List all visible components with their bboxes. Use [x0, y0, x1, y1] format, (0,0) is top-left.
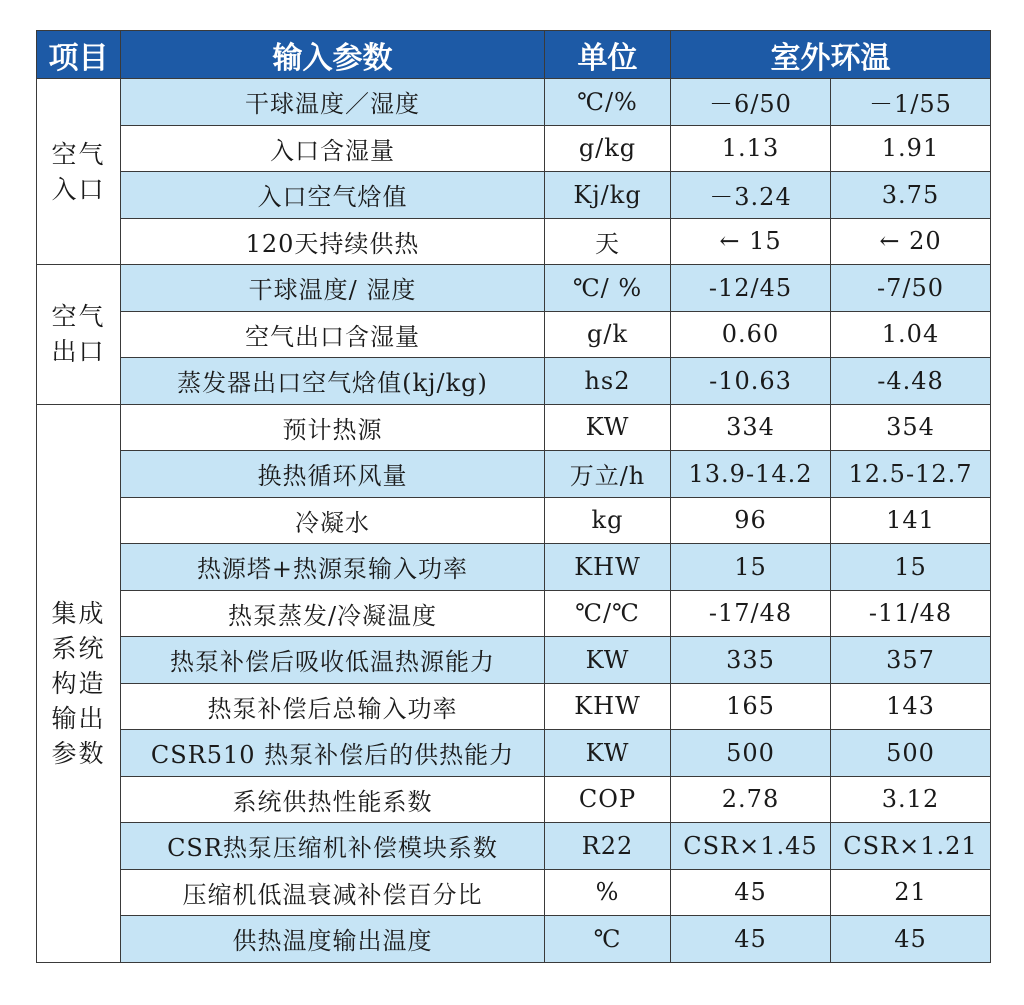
table-row: [37, 497, 991, 544]
value-cell-2: 354: [831, 404, 991, 451]
unit-cell: ℃/ %: [545, 265, 671, 312]
group-label: 空气 出口: [37, 265, 121, 405]
unit-cell: 万立/h: [545, 451, 671, 498]
table-header: [37, 31, 991, 79]
table-row: [37, 79, 991, 126]
value-cell-1: 2.78: [671, 776, 831, 823]
table-row: [37, 125, 991, 172]
param-cell: 压缩机低温衰减补偿百分比: [121, 869, 545, 916]
value-cell-1: 13.9-14.2: [671, 451, 831, 498]
value-cell-1: 335: [671, 637, 831, 684]
param-cell: 热泵蒸发/冷凝温度: [121, 590, 545, 637]
value-cell-1: 0.60: [671, 311, 831, 358]
param-cell: 供热温度输出温度: [121, 916, 545, 963]
unit-cell: COP: [545, 776, 671, 823]
value-cell-2: －1/55: [831, 79, 991, 126]
param-cell: 热泵补偿后总输入功率: [121, 683, 545, 730]
unit-cell: ℃/℃: [545, 590, 671, 637]
value-cell-1: －3.24: [671, 172, 831, 219]
value-cell-2: -7/50: [831, 265, 991, 312]
unit-cell: %: [545, 869, 671, 916]
value-cell-2: 143: [831, 683, 991, 730]
value-cell-2: 141: [831, 497, 991, 544]
header-item: 项目: [37, 31, 121, 79]
unit-cell: ℃: [545, 916, 671, 963]
param-cell: 入口空气焓值: [121, 172, 545, 219]
table-row: [37, 776, 991, 823]
unit-cell: g/k: [545, 311, 671, 358]
param-cell: 蒸发器出口空气焓值(kj/kg): [121, 358, 545, 405]
value-cell-1: 45: [671, 916, 831, 963]
value-cell-1: ← 15: [671, 218, 831, 265]
unit-cell: Kj/kg: [545, 172, 671, 219]
table-row: [37, 869, 991, 916]
param-cell: 冷凝水: [121, 497, 545, 544]
param-cell: 空气出口含湿量: [121, 311, 545, 358]
param-cell: 120天持续供热: [121, 218, 545, 265]
value-cell-2: ← 20: [831, 218, 991, 265]
value-cell-1: 500: [671, 730, 831, 777]
unit-cell: KHW: [545, 544, 671, 591]
table-row: [37, 358, 991, 405]
value-cell-2: 500: [831, 730, 991, 777]
table-row: [37, 451, 991, 498]
table-row: [37, 637, 991, 684]
table-row: [37, 730, 991, 777]
value-cell-1: 96: [671, 497, 831, 544]
table-row: [37, 265, 991, 312]
param-cell: 干球温度／湿度: [121, 79, 545, 126]
value-cell-1: CSR×1.45: [671, 823, 831, 870]
value-cell-1: 15: [671, 544, 831, 591]
table-row: [37, 590, 991, 637]
table-row: [37, 916, 991, 963]
param-cell: 干球温度/ 湿度: [121, 265, 545, 312]
param-cell: 换热循环风量: [121, 451, 545, 498]
table-body: [37, 79, 991, 963]
param-cell: CSR510 热泵补偿后的供热能力: [121, 730, 545, 777]
unit-cell: hs2: [545, 358, 671, 405]
value-cell-2: 1.91: [831, 125, 991, 172]
unit-cell: ℃/%: [545, 79, 671, 126]
param-cell: 入口含湿量: [121, 125, 545, 172]
value-cell-1: 1.13: [671, 125, 831, 172]
param-cell: 系统供热性能系数: [121, 776, 545, 823]
header-param: 输入参数: [121, 31, 545, 79]
value-cell-1: -17/48: [671, 590, 831, 637]
unit-cell: KW: [545, 730, 671, 777]
group-label: 集成 系统 构造 输出 参数: [37, 404, 121, 962]
table-row: [37, 172, 991, 219]
table-row: [37, 823, 991, 870]
header-outdoor-temp: 室外环温: [671, 31, 991, 79]
value-cell-1: 334: [671, 404, 831, 451]
unit-cell: KW: [545, 404, 671, 451]
table-row: [37, 311, 991, 358]
value-cell-1: 45: [671, 869, 831, 916]
header-unit: 单位: [545, 31, 671, 79]
unit-cell: KHW: [545, 683, 671, 730]
param-cell: CSR热泵压缩机补偿模块系数: [121, 823, 545, 870]
value-cell-2: CSR×1.21: [831, 823, 991, 870]
value-cell-1: -10.63: [671, 358, 831, 405]
table-row: [37, 544, 991, 591]
spec-table: [36, 30, 991, 963]
value-cell-2: 3.75: [831, 172, 991, 219]
unit-cell: kg: [545, 497, 671, 544]
value-cell-2: -11/48: [831, 590, 991, 637]
value-cell-2: 21: [831, 869, 991, 916]
value-cell-2: 12.5-12.7: [831, 451, 991, 498]
table-row: [37, 683, 991, 730]
group-label: 空气 入口: [37, 79, 121, 265]
param-cell: 热源塔+热源泵输入功率: [121, 544, 545, 591]
value-cell-2: 357: [831, 637, 991, 684]
unit-cell: KW: [545, 637, 671, 684]
value-cell-2: 15: [831, 544, 991, 591]
value-cell-1: －6/50: [671, 79, 831, 126]
param-cell: 预计热源: [121, 404, 545, 451]
value-cell-2: 3.12: [831, 776, 991, 823]
value-cell-2: 1.04: [831, 311, 991, 358]
table-row: [37, 404, 991, 451]
value-cell-1: -12/45: [671, 265, 831, 312]
unit-cell: g/kg: [545, 125, 671, 172]
param-cell: 热泵补偿后吸收低温热源能力: [121, 637, 545, 684]
value-cell-1: 165: [671, 683, 831, 730]
unit-cell: R22: [545, 823, 671, 870]
value-cell-2: -4.48: [831, 358, 991, 405]
value-cell-2: 45: [831, 916, 991, 963]
unit-cell: 天: [545, 218, 671, 265]
table-row: [37, 218, 991, 265]
